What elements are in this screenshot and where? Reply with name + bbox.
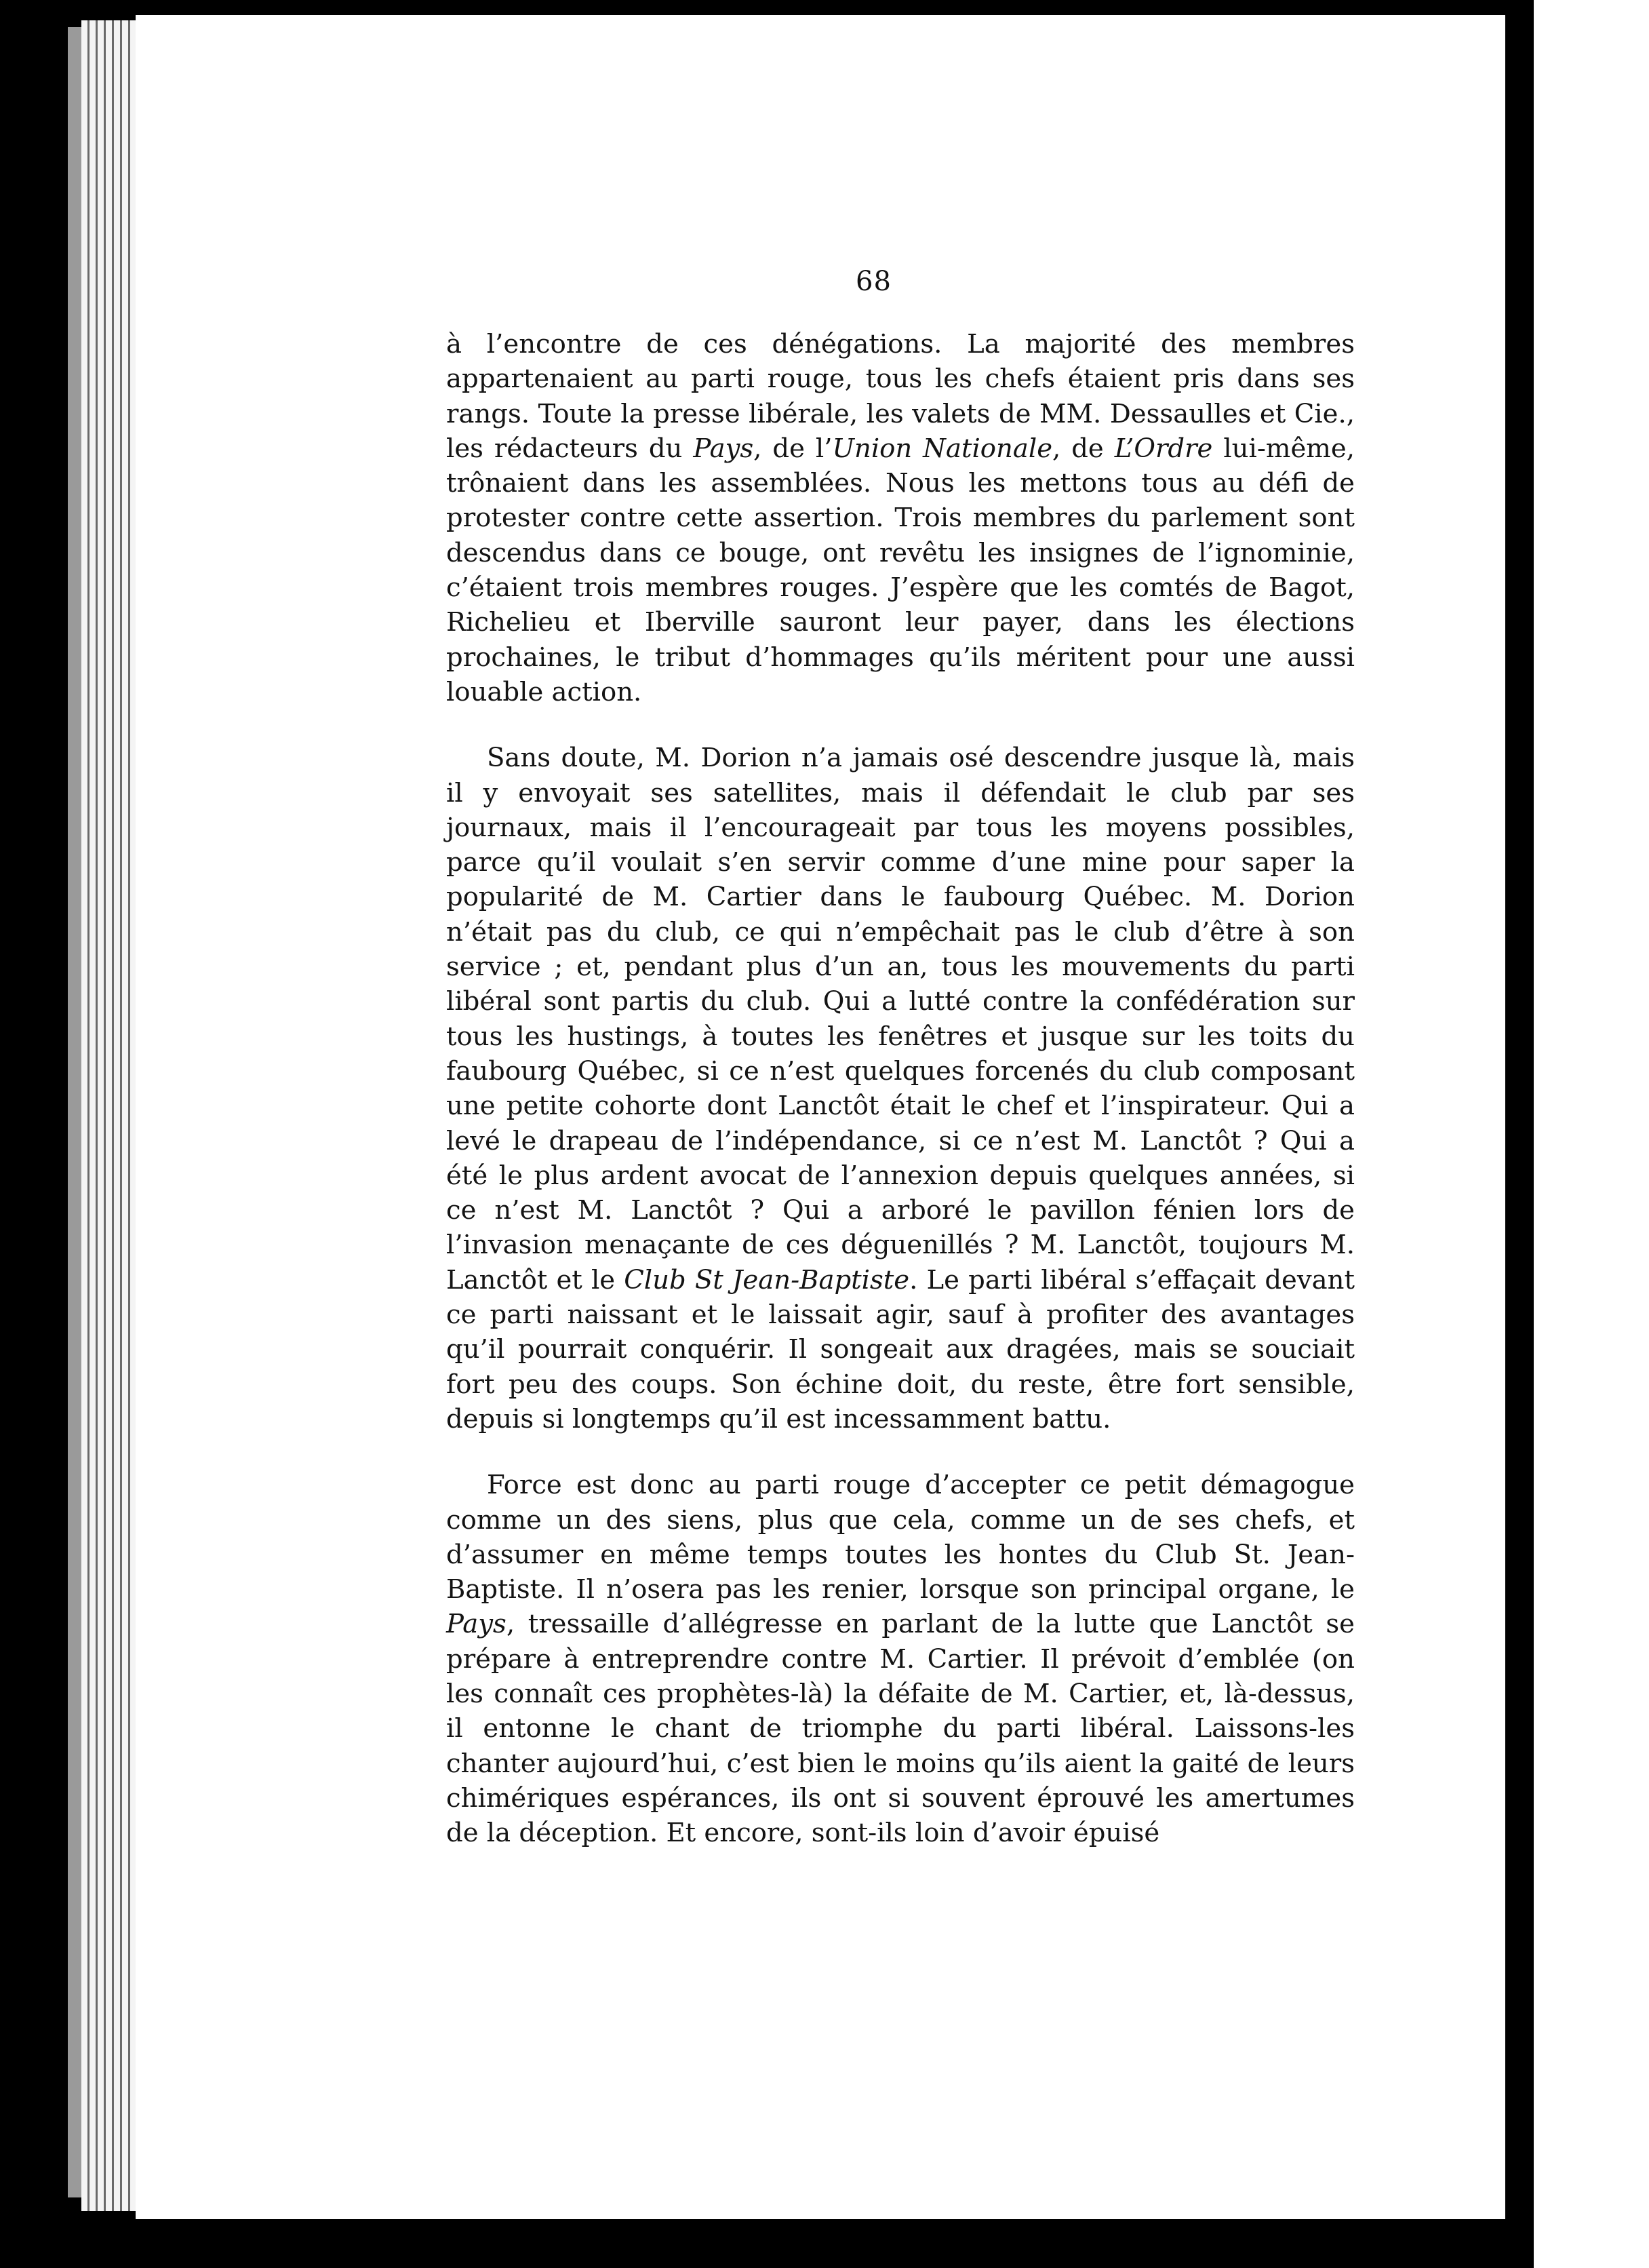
italic-title: Pays	[446, 1609, 506, 1640]
text-run: à l’encontre de ces dénégations. La majorité des membres appartenaient au parti rouge, tous les chefs étaient pris dans ses rangs. Toute la presse libérale, les valets de MM. Dessaulles et Cie., les rédacteurs du	[446, 329, 1355, 464]
facing-page-edge	[1534, 0, 1649, 2268]
italic-title: Pays	[693, 433, 754, 464]
text-run: , de	[1052, 433, 1115, 464]
paragraph-2	[446, 741, 1355, 1436]
page-number: 68	[856, 266, 892, 297]
book-gutter	[1505, 0, 1534, 2268]
text-run: Force est donc au parti rouge d’accepter ce petit démagogue comme un des siens, plus que cela, comme un de ses chefs, et d’assumer en même temps toutes les hontes du Club St. Jean-Baptiste. Il n’osera pas les renier, lorsque son principal organe, le	[446, 1470, 1355, 1605]
paragraph-3	[446, 1468, 1355, 1850]
italic-title: L’Ordre	[1114, 433, 1213, 464]
paragraph-1	[446, 327, 1355, 709]
body-text	[446, 327, 1355, 1850]
italic-title: Club St Jean-Baptiste	[624, 1264, 910, 1295]
italic-title: Union Nationale	[832, 433, 1053, 464]
text-run: . Le parti libéral s’effaçait devant ce parti naissant et le laissait agir, sauf à profiter des avantages qu’il pourrait conquérir. Il songeait aux dragées, mais se souciait fort peu des coups. Son échine doit, du reste, être fort sensible, depuis si longtemps qu’il est incessamment battu.	[446, 1264, 1355, 1434]
text-run: Sans doute, M. Dorion n’a jamais osé descendre jusque là, mais il y envoyait ses satellites, mais il défendait le club par ses journaux, mais il l’encourageait par tous les moyens possibles, parce qu’il voulait s’en servir comme d’une mine pour saper la popularité de M. Cartier dans le faubourg Québec. M. Dorion n’était pas du club, ce qui n’empêchait pas le club d’être à son service ; et, pendant plus d’un an, tous les mouvements du parti libéral sont partis du club. Qui a lutté contre la confédération sur tous les hustings, à toutes les fenêtres et jusque sur les toits du faubourg Québec, si ce n’est quelques forcenés du club composant une petite cohorte dont Lanctôt était le chef et l’inspirateur. Qui a levé le drapeau de l’indépendance, si ce n’est M. Lanctôt ? Qui a été le plus ardent avocat de l’annexion depuis quelques années, si ce n’est M. Lanctôt ? Qui a arboré le pavillon fénien lors de l’invasion menaçante de ces déguenillés ? M. Lanctôt, toujours M. Lanctôt et le	[446, 743, 1355, 1295]
text-run: , de l’	[753, 433, 833, 464]
text-run: , tressaille d’allégresse en parlant de la lutte que Lanctôt se prépare à entreprendre contre M. Cartier. Il prévoit d’emblée (on les connaît ces prophètes-là) la défaite de M. Cartier, et, là-dessus, il entonne le chant de triomphe du parti libéral. Laissons-les chanter aujourd’hui, c’est bien le moins qu’ils aient la gaité de leurs chimériques espérances, ils ont si souvent éprouvé les amertumes de la déception. Et encore, sont-ils loin d’avoir épuisé	[446, 1609, 1355, 1849]
text-run: lui-même, trônaient dans les assemblées. Nous les mettons tous au défi de protester contre cette assertion. Trois membres du parlement sont descendus dans ce bouge, ont revêtu les insignes de l’ignominie, c’étaient trois membres rouges. J’espère que les comtés de Bagot, Richelieu et Iberville sauront leur payer, dans les élections prochaines, le tribut d’hommages qu’ils méritent pour une aussi louable action.	[446, 433, 1355, 707]
